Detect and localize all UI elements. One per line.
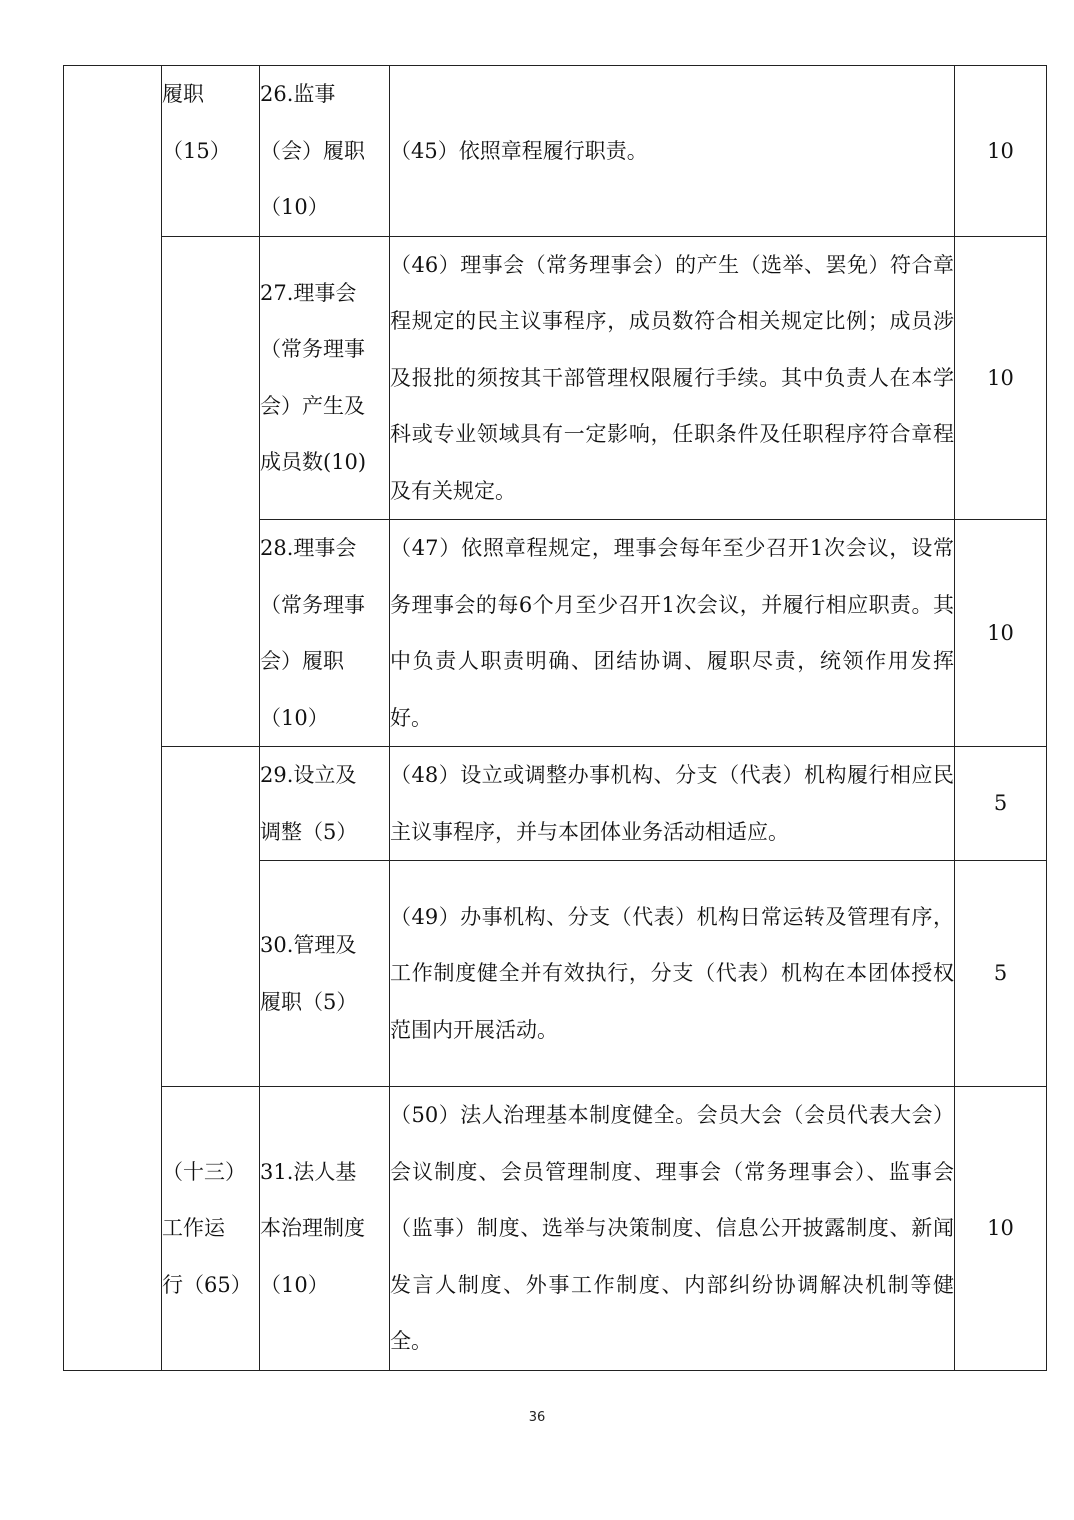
criteria-cell: （48）设立或调整办事机构、分支（代表）机构履行相应民主议事程序，并与本团体业务活动相适应。 <box>390 747 955 861</box>
score-cell: 10 <box>955 520 1047 747</box>
score-cell: 10 <box>955 66 1047 237</box>
item-cell: 30.管理及 履职（5） <box>260 861 390 1087</box>
criteria-cell: （50）法人治理基本制度健全。会员大会（会员代表大会）会议制度、会员管理制度、理事会（常务理事会）、监事会（监事）制度、选举与决策制度、信息公开披露制度、新闻发言人制度、外事工作制度、内部纠纷协调解决机制等健全。 <box>390 1087 955 1371</box>
score-cell: 10 <box>955 236 1047 520</box>
score-cell: 5 <box>955 747 1047 861</box>
score-cell: 5 <box>955 861 1047 1087</box>
subcategory-cell: 履职 （15） <box>162 66 260 237</box>
criteria-cell: （45）依照章程履行职责。 <box>390 66 955 237</box>
item-cell: 31.法人基 本治理制度 （10） <box>260 1087 390 1371</box>
subcategory-cell: （十三） 工作运 行（65） <box>162 1087 260 1371</box>
criteria-cell: （46）理事会（常务理事会）的产生（选举、罢免）符合章程规定的民主议事程序，成员数符合相关规定比例；成员涉及报批的须按其干部管理权限履行手续。其中负责人在本学科或专业领域具有一定影响，任职条件及任职程序符合章程及有关规定。 <box>390 236 955 520</box>
score-cell: 10 <box>955 1087 1047 1371</box>
evaluation-table <box>63 65 1047 1371</box>
item-cell: 28.理事会 （常务理事 会）履职 （10） <box>260 520 390 747</box>
table-row <box>64 747 1047 861</box>
table-row <box>64 236 1047 520</box>
item-cell: 27.理事会 （常务理事 会）产生及 成员数(10) <box>260 236 390 520</box>
table-row <box>64 66 1047 237</box>
page-number: 36 <box>528 1410 546 1425</box>
item-cell: 26.监事 （会）履职 （10） <box>260 66 390 237</box>
item-cell: 29.设立及 调整（5） <box>260 747 390 861</box>
criteria-cell: （49）办事机构、分支（代表）机构日常运转及管理有序，工作制度健全并有效执行，分支（代表）机构在本团体授权范围内开展活动。 <box>390 861 955 1087</box>
table-row <box>64 1087 1047 1371</box>
category-cell <box>64 66 162 1371</box>
subcategory-cell <box>162 236 260 747</box>
subcategory-cell <box>162 747 260 1087</box>
criteria-cell: （47）依照章程规定，理事会每年至少召开1次会议，设常务理事会的每6个月至少召开1次会议，并履行相应职责。其中负责人职责明确、团结协调、履职尽责，统领作用发挥好。 <box>390 520 955 747</box>
